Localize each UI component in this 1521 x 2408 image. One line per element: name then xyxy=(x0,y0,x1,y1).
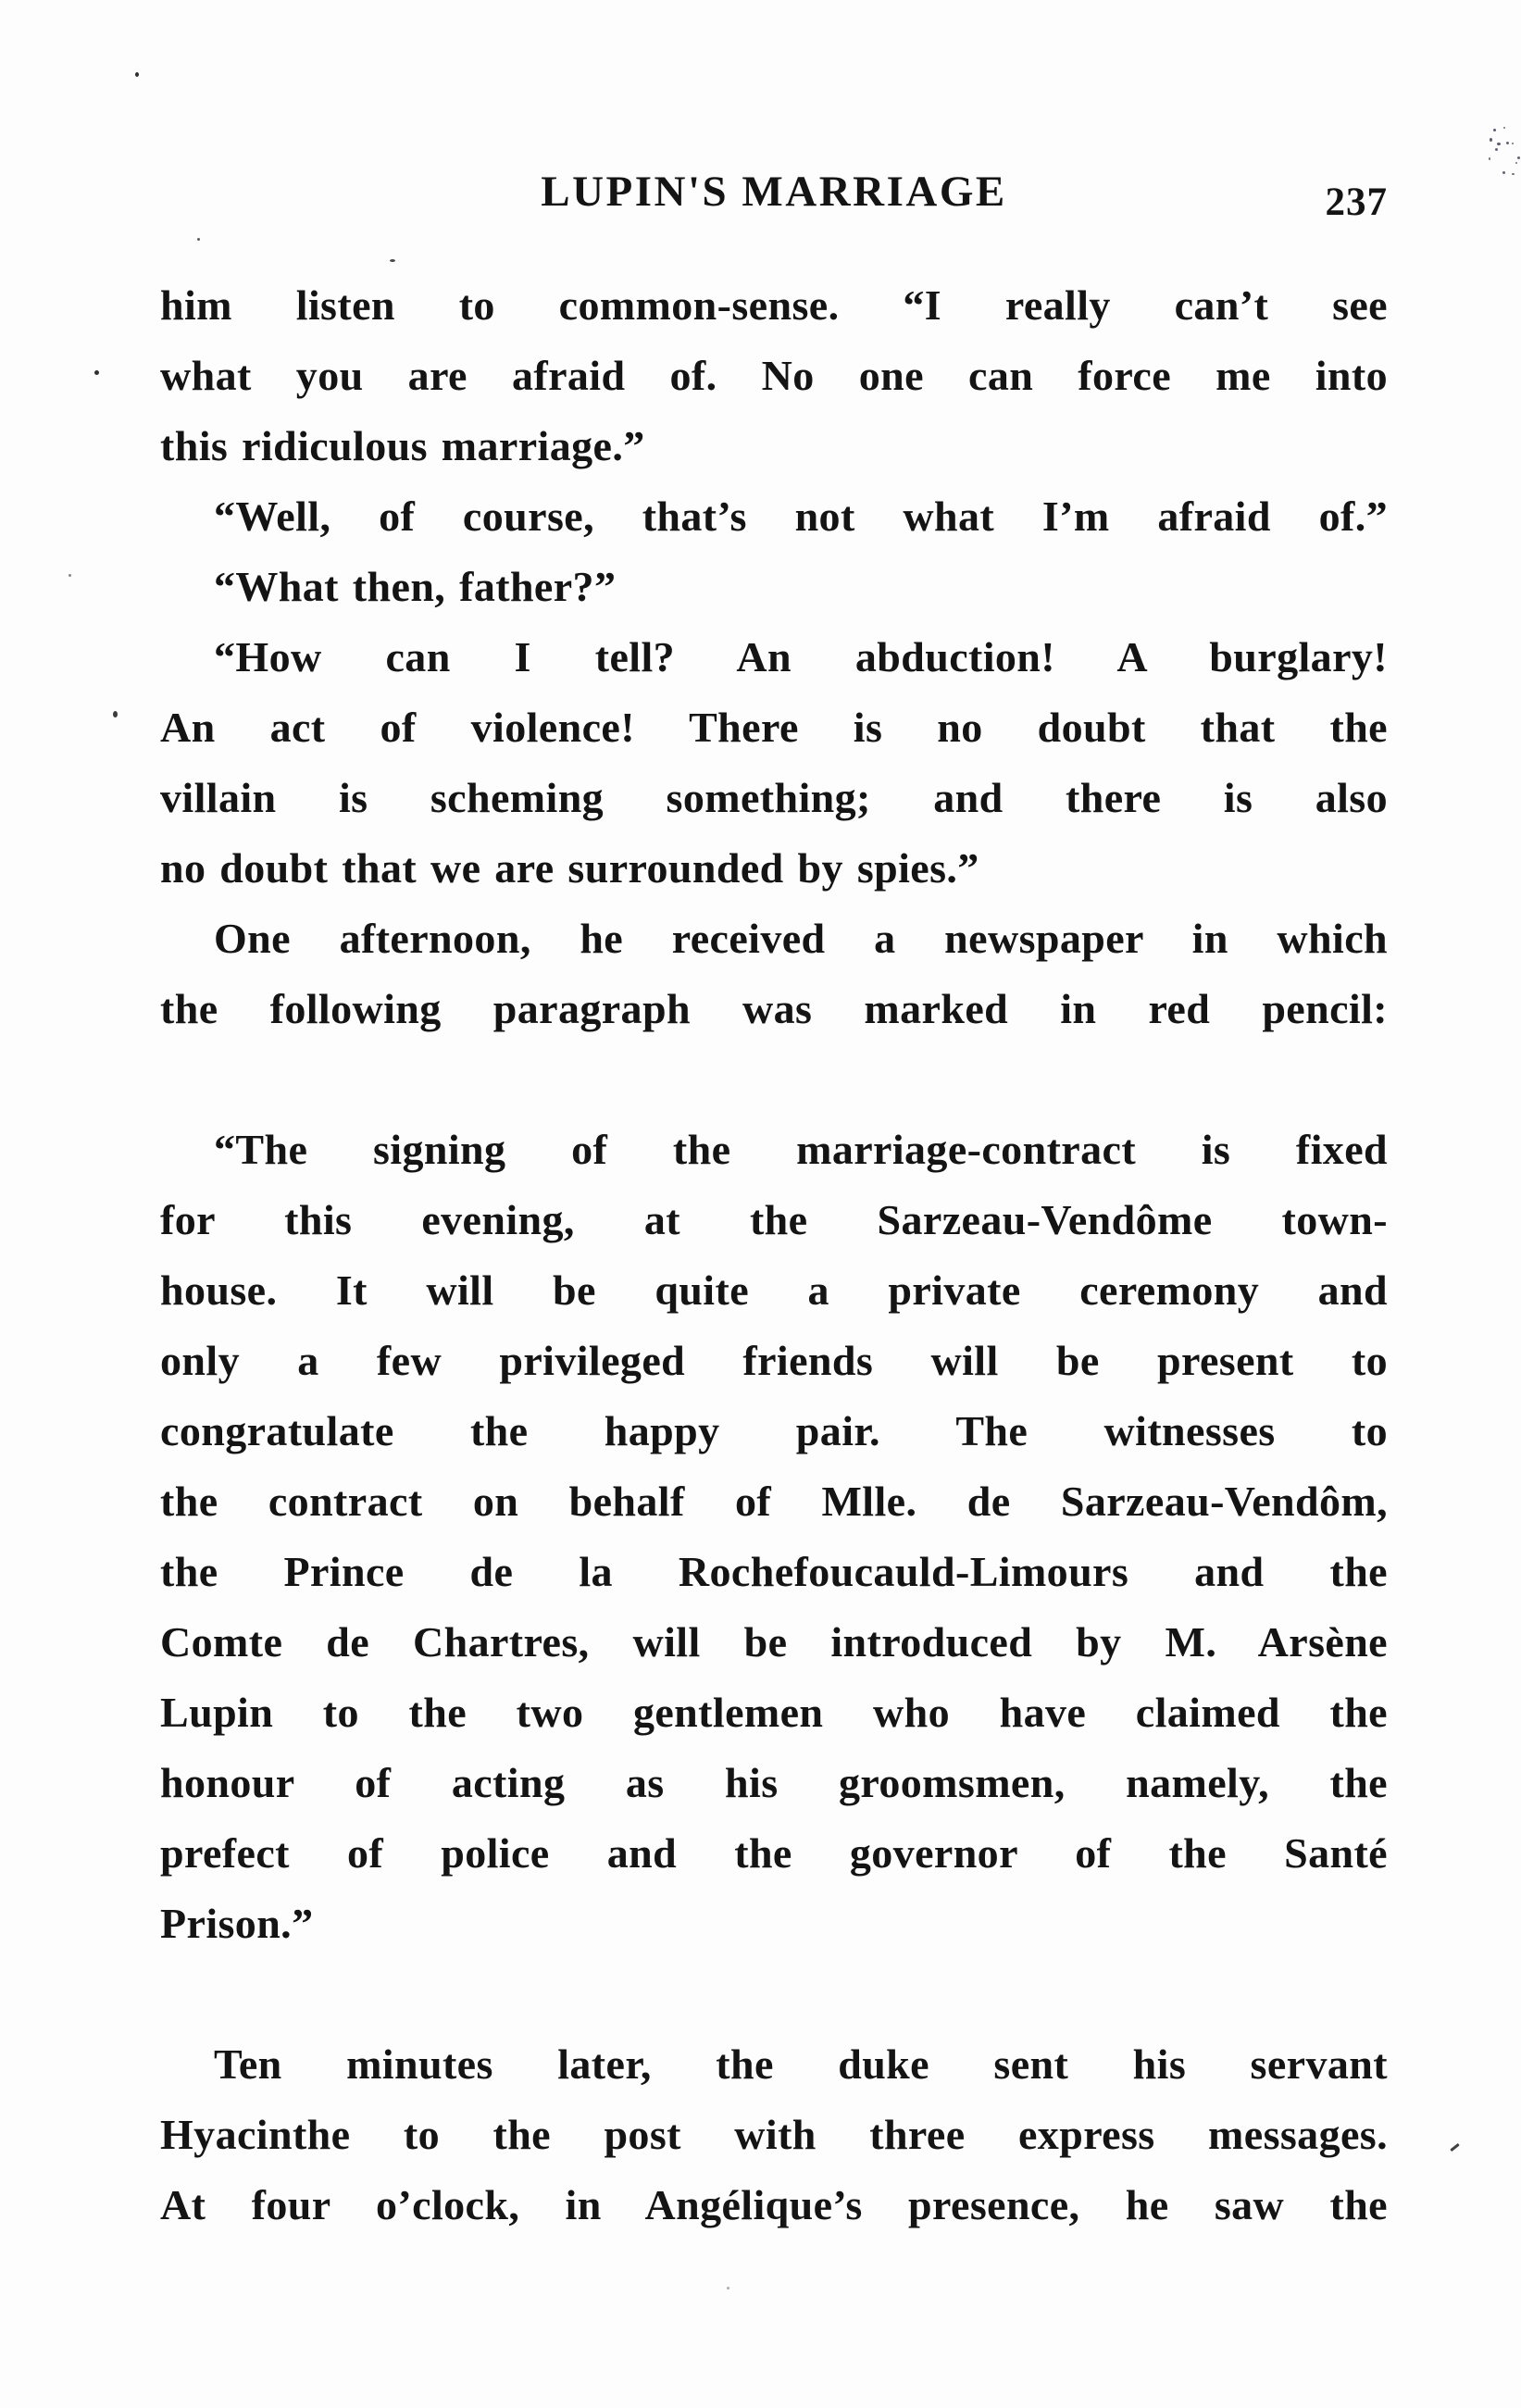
page-title: LUPIN'S MARRIAGE xyxy=(541,168,1007,216)
text-line: prefect of police and the governor of the Santé xyxy=(160,1829,1388,1877)
text-line: what you are afraid of. No one can force me into xyxy=(160,352,1388,399)
text-line: congratulate the happy pair. The witnesses to xyxy=(160,1407,1388,1454)
text-line: Prison.” xyxy=(160,1900,314,1947)
dust-speck xyxy=(1450,2143,1460,2152)
text-line: Lupin to the two gentlemen who have claimed the xyxy=(160,1689,1388,1736)
text-line: “Well, of course, that’s not what I’m afraid of.” xyxy=(214,493,1388,540)
text-line: the contract on behalf of Mlle. de Sarzeau-Vendôm, xyxy=(160,1478,1388,1525)
dust-speck xyxy=(1512,143,1514,144)
dust-speck xyxy=(197,238,200,241)
dust-speck xyxy=(390,259,395,262)
dust-speck xyxy=(1503,127,1505,129)
dust-speck xyxy=(135,72,139,77)
dust-speck xyxy=(1517,156,1520,159)
dust-speck xyxy=(1495,148,1498,151)
text-line: “What then, father?” xyxy=(214,563,617,610)
dust-speck xyxy=(94,370,99,375)
text-line: Ten minutes later, the duke sent his servant xyxy=(214,2040,1388,2088)
text-line: the following paragraph was marked in red pencil: xyxy=(160,985,1388,1032)
dust-speck xyxy=(1490,138,1492,142)
text-line: this ridiculous marriage.” xyxy=(160,422,645,469)
page-number: 237 xyxy=(1325,181,1388,224)
text-line: villain is scheming something; and there is also xyxy=(160,774,1388,821)
dust-speck xyxy=(1515,162,1517,164)
text-line: At four o’clock, in Angélique’s presence, he saw the xyxy=(160,2181,1388,2228)
text-line: An act of violence! There is no doubt that the xyxy=(160,704,1388,751)
text-line: “How can I tell? An abduction! A burglary! xyxy=(214,633,1388,680)
text-line: no doubt that we are surrounded by spies.” xyxy=(160,844,979,892)
dust-speck xyxy=(1489,157,1490,160)
paragraph-gap xyxy=(160,1959,1388,2029)
text-line: honour of acting as his groomsmen, namely, the xyxy=(160,1759,1388,1806)
text-line: One afternoon, he received a newspaper in which xyxy=(214,915,1388,962)
dust-speck xyxy=(1512,173,1515,175)
text-line: Comte de Chartres, will be introduced by M. Arsène xyxy=(160,1618,1388,1666)
text-line: the Prince de la Rochefoucauld-Limours and the xyxy=(160,1548,1388,1595)
dust-speck xyxy=(1497,143,1501,145)
dust-speck xyxy=(1493,129,1496,131)
text-line: only a few privileged friends will be present to xyxy=(160,1337,1388,1384)
text-line: “The signing of the marriage-contract is fixed xyxy=(214,1126,1388,1173)
dust-speck xyxy=(727,2287,729,2289)
text-column xyxy=(160,270,1388,2240)
text-line: house. It will be quite a private ceremony and xyxy=(160,1266,1388,1314)
dust-speck xyxy=(1506,142,1509,144)
dust-speck xyxy=(69,574,71,577)
dust-speck xyxy=(113,711,118,717)
text-line: Hyacinthe to the post with three express messages. xyxy=(160,2111,1388,2158)
paragraph-gap xyxy=(160,1044,1388,1115)
text-line: for this evening, at the Sarzeau-Vendôme town- xyxy=(160,1196,1388,1243)
dust-speck xyxy=(1502,171,1505,174)
text-line: him listen to common-sense. “I really can’t see xyxy=(160,281,1388,329)
